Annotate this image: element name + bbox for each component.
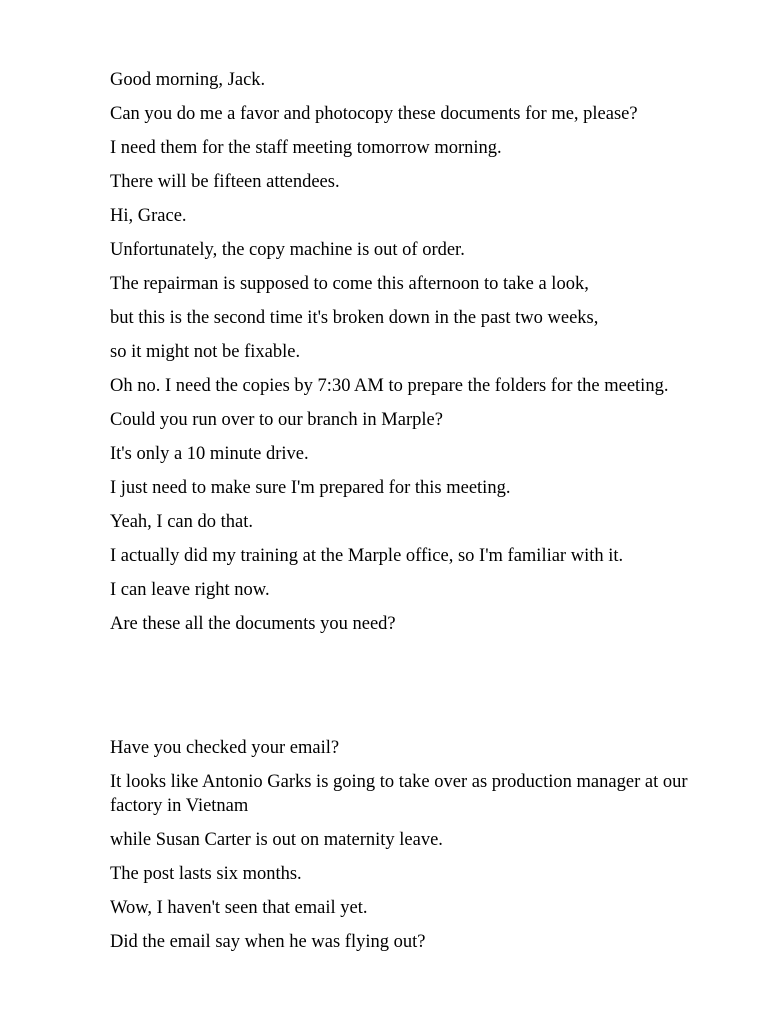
dialogue-line: Could you run over to our branch in Marple? <box>110 410 443 430</box>
dialogue-line: Have you checked your email? <box>110 738 340 758</box>
dialogue-line: Unfortunately, the copy machine is out of order. <box>110 240 465 260</box>
dialogue-line: while Susan Carter is out on maternity leave. <box>110 830 443 850</box>
dialogue-line: Oh no. I need the copies by 7:30 AM to prepare the folders for the meeting. <box>110 376 669 396</box>
dialogue-section-2 <box>110 736 710 964</box>
dialogue-line: so it might not be fixable. <box>110 342 301 362</box>
dialogue-line: Did the email say when he was flying out? <box>110 932 426 952</box>
dialogue-line: It's only a 10 minute drive. <box>110 444 309 464</box>
dialogue-line: There will be fifteen attendees. <box>110 172 340 192</box>
dialogue-line: Good morning, Jack. <box>110 70 266 90</box>
dialogue-line: Hi, Grace. <box>110 206 187 226</box>
dialogue-line: The post lasts six months. <box>110 864 302 884</box>
dialogue-line: Yeah, I can do that. <box>110 512 254 532</box>
dialogue-line: I need them for the staff meeting tomorrow morning. <box>110 138 502 158</box>
dialogue-line: It looks like Antonio Garks is going to take over as production manager at our factory in Vietnam <box>110 772 688 816</box>
dialogue-line: I actually did my training at the Marple office, so I'm familiar with it. <box>110 546 624 566</box>
dialogue-line: I just need to make sure I'm prepared for this meeting. <box>110 478 511 498</box>
dialogue-line: Can you do me a favor and photocopy these documents for me, please? <box>110 104 638 124</box>
dialogue-line: I can leave right now. <box>110 580 270 600</box>
dialogue-line: Are these all the documents you need? <box>110 614 396 634</box>
dialogue-line: The repairman is supposed to come this afternoon to take a look, <box>110 274 589 294</box>
dialogue-section-1 <box>110 68 710 646</box>
dialogue-line: but this is the second time it's broken down in the past two weeks, <box>110 308 599 328</box>
dialogue-line: Wow, I haven't seen that email yet. <box>110 898 368 918</box>
